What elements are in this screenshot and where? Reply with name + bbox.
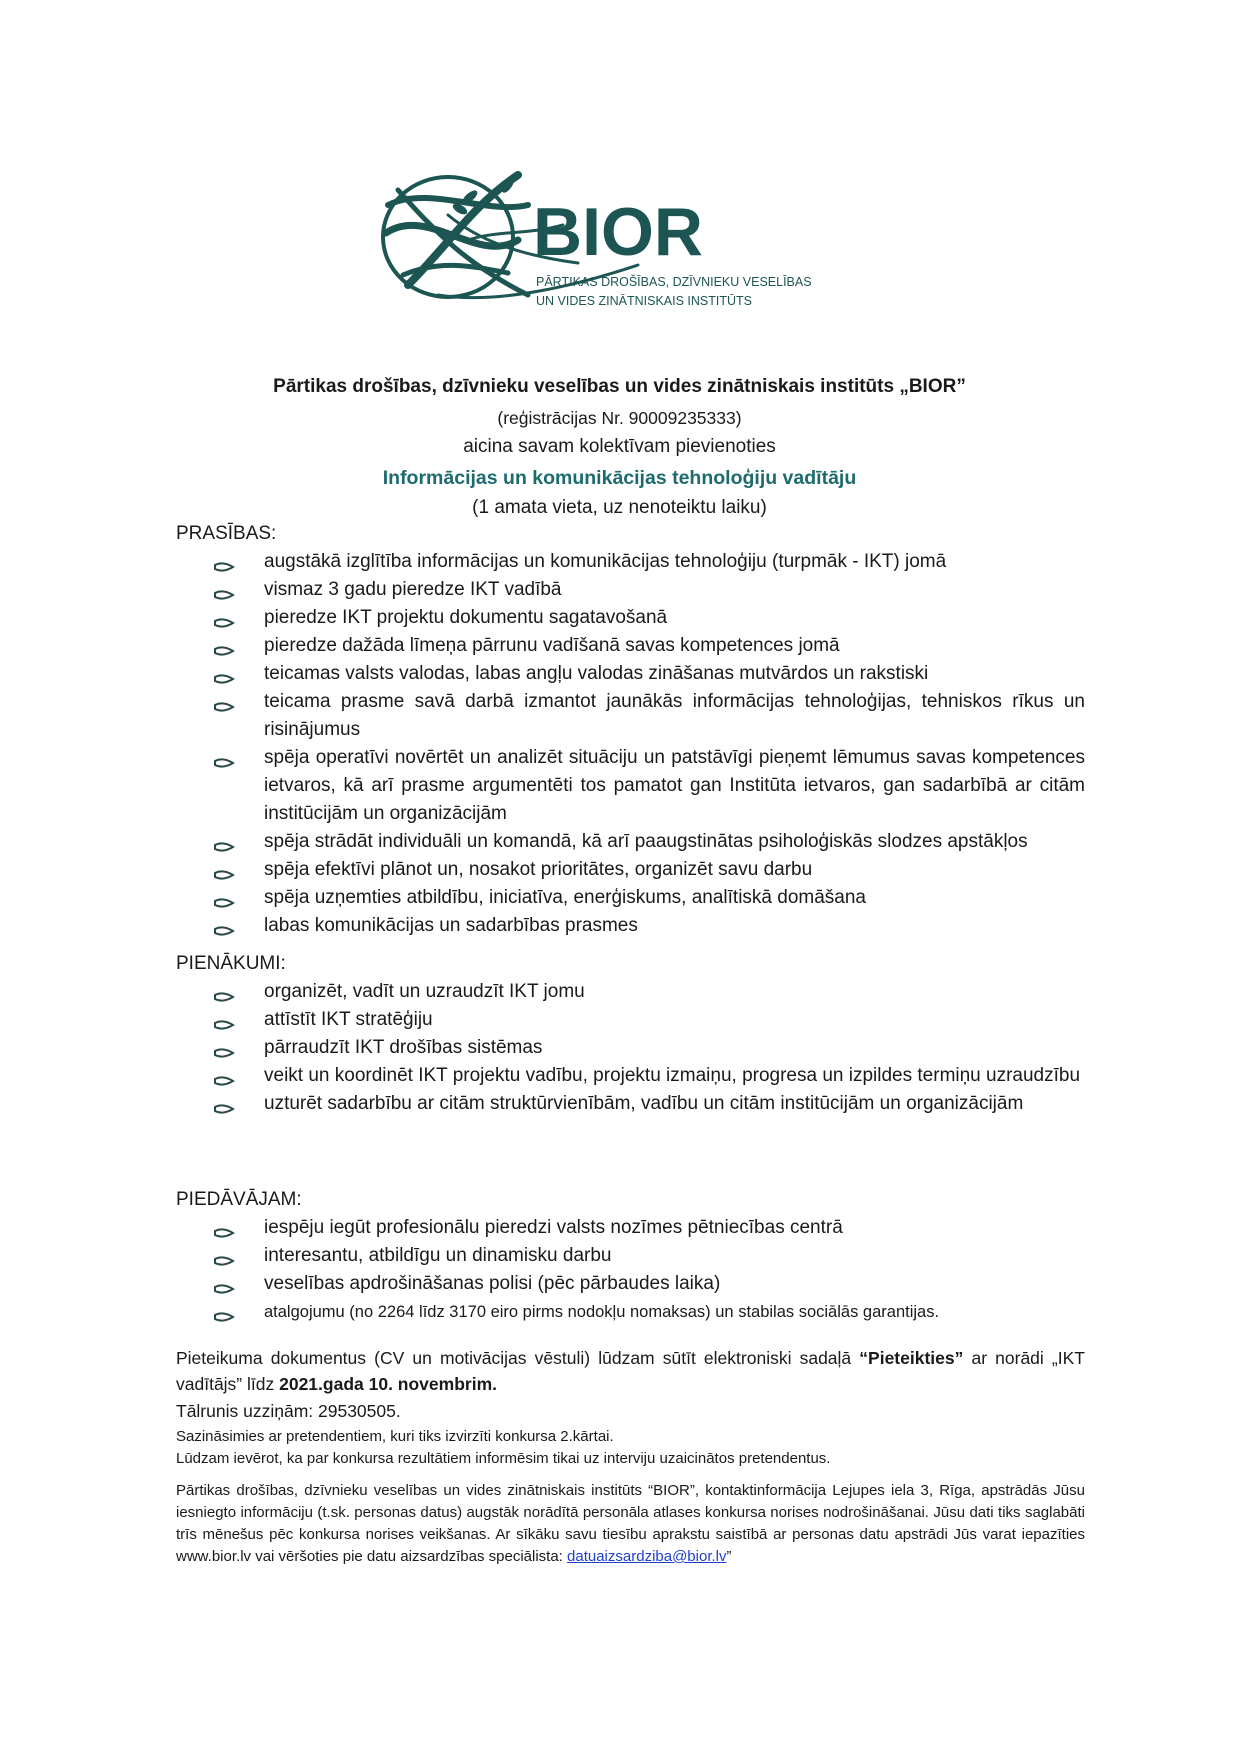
invitation-text: aicina savam kolektīvam pievienoties (463, 436, 776, 457)
list-item (213, 744, 1085, 828)
results-note: Lūdzam ievērot, ka par konkursa rezultātiem informēsim tikai uz interviju uzaicinātos pretendentus. (176, 1450, 831, 1467)
list-item-text: iespēju iegūt profesionālu pieredzi valsts nozīmes pētniecības centrā (264, 1217, 843, 1238)
list-item (213, 1006, 1085, 1034)
list-item-text: spēja uzņemties atbildību, iniciatīva, enerģiskums, analītiskā domāšana (264, 887, 866, 908)
bullet-icon (213, 611, 235, 625)
bullet-icon (213, 1041, 235, 1055)
bullet-icon (213, 639, 235, 653)
bullet-icon (213, 1221, 235, 1235)
position-title: Informācijas un komunikācijas tehnoloģiju vadītāju (382, 467, 857, 489)
bullet-icon (213, 583, 235, 597)
list-item (213, 660, 1085, 688)
bullet-icon (213, 919, 235, 933)
requirements-list (213, 548, 1085, 940)
list-item-text: organizēt, vadīt un uzraudzīt IKT jomu (264, 981, 585, 1002)
list-item (213, 1034, 1085, 1062)
logo-brand: BIOR (533, 194, 703, 270)
list-item-text: pārraudzīt IKT drošības sistēmas (264, 1037, 543, 1058)
list-item-text: spēja strādāt individuāli un komandā, kā arī paaugstinātas psiholoģiskās slodzes apstākļos (264, 831, 1028, 852)
privacy-text: Pārtikas drošības, dzīvnieku veselības un vides zinātniskais institūts “BIOR”, kontaktinformācija Lejupes iela 3, Rīga, apstrādās Jūsu iesniegto informāciju (t.sk. personas datus) augstāk norādītā personāla atlases konkursa norises nodrošināšanai. Jūsu dati tiks saglabāti trīs mēnešus pēc konkursa norises veikšanas. Ar sīkāku savu tiesību aprakstu saistībā ar personas datu apstrādi Jūs varat iepazīties www.bior.lv vai vēršoties pie datu aizsardzības speciālista: (176, 1482, 1085, 1565)
list-item (213, 1242, 1085, 1270)
bullet-icon (213, 1069, 235, 1083)
bullet-icon (213, 1277, 235, 1291)
list-item-text: veikt un koordinēt IKT projektu vadību, projektu izmaiņu, progresa un izpildes termiņu uzraudzību (264, 1065, 1081, 1086)
list-item (213, 1090, 1085, 1118)
list-item-text: teicamas valsts valodas, labas angļu valodas zināšanas mutvārdos un rakstiski (264, 663, 929, 684)
bullet-icon (213, 985, 235, 999)
bullet-icon (213, 667, 235, 681)
list-item (213, 884, 1085, 912)
bullet-icon (213, 1097, 235, 1111)
requirements-heading: PRASĪBAS: (176, 523, 277, 544)
list-item (213, 978, 1085, 1006)
list-item-text: atalgojumu (no 2264 līdz 3170 eiro pirms nodokļu nomaksas) un stabilas sociālās garantijas. (264, 1303, 940, 1321)
list-item-text: attīstīt IKT stratēģiju (264, 1009, 433, 1030)
contact-note: Sazināsimies ar pretendentiem, kuri tiks izvirzīti konkursa 2.kārtai. (176, 1428, 614, 1445)
list-item-text: spēja operatīvi novērtēt un analizēt situāciju un patstāvīgi pieņemt lēmumus savas kompetences ietvaros, kā arī prasme argumentēti tos pamatot gan Institūta ietvaros, gan sadarbībā ar citām institūcijām un organizācijām (264, 747, 1085, 824)
logo-subtitle-line2: UN VIDES ZINĀTNISKAIS INSTITŪTS (536, 294, 752, 308)
list-item (213, 632, 1085, 660)
list-item (213, 548, 1085, 576)
list-item (213, 604, 1085, 632)
list-item-text: pieredze IKT projektu dokumentu sagatavošanā (264, 607, 668, 628)
bullet-icon (213, 555, 235, 569)
application-paragraph (176, 1345, 1085, 1397)
list-item (213, 828, 1085, 856)
phone-line: Tālrunis uzziņām: 29530505. (176, 1401, 401, 1421)
vacancy-info: (1 amata vieta, uz nenoteiktu laiku) (472, 497, 767, 518)
list-item-text: spēja efektīvi plānot un, nosakot prioritātes, organizēt savu darbu (264, 859, 813, 880)
list-item (213, 1214, 1085, 1242)
bullet-icon (213, 863, 235, 877)
list-item-text: augstākā izglītība informācijas un komunikācijas tehnoloģiju (turpmāk - IKT) jomā (264, 551, 947, 572)
list-item (213, 1062, 1085, 1090)
privacy-closing: ” (726, 1548, 732, 1565)
bullet-icon (213, 751, 235, 765)
bullet-icon (213, 695, 235, 709)
duties-list (213, 978, 1085, 1118)
org-title: Pārtikas drošības, dzīvnieku veselības un vides zinātniskais institūts „BIOR” (273, 376, 966, 397)
list-item (213, 576, 1085, 604)
bullet-icon (213, 1249, 235, 1263)
bullet-icon (213, 835, 235, 849)
list-item (213, 688, 1085, 744)
bior-logo (378, 145, 898, 345)
offer-heading: PIEDĀVĀJAM: (176, 1189, 302, 1210)
bullet-icon (213, 891, 235, 905)
bullet-icon (213, 1013, 235, 1027)
list-item (213, 1270, 1085, 1298)
offer-list (213, 1214, 1085, 1326)
list-item-text: labas komunikācijas un sadarbības prasmes (264, 915, 638, 936)
privacy-email-link[interactable]: datuaizsardziba@bior.lv (567, 1548, 727, 1565)
privacy-paragraph (176, 1480, 1085, 1568)
list-item-text: uzturēt sadarbību ar citām struktūrvienībām, vadību un citām institūcijām un organizācijām (264, 1093, 1024, 1114)
list-item (213, 1298, 1085, 1326)
list-item-text: veselības apdrošināšanas polisi (pēc pārbaudes laika) (264, 1273, 721, 1294)
list-item (213, 912, 1085, 940)
application-text-middle: ar norādi „IKT vadītājs” līdz (176, 1348, 1085, 1394)
list-item-text: interesantu, atbildīgu un dinamisku darbu (264, 1245, 612, 1266)
list-item-text: pieredze dažāda līmeņa pārrunu vadīšanā savas kompetences jomā (264, 635, 840, 656)
application-text-start: Pieteikuma dokumentus (CV un motivācijas vēstuli) lūdzam sūtīt elektroniski sadaļā (176, 1348, 860, 1368)
duties-heading: PIENĀKUMI: (176, 953, 286, 974)
application-section-label: “Pieteikties” (859, 1348, 964, 1368)
logo-subtitle-line1: PĀRTIKAS DROŠĪBAS, DZĪVNIEKU VESELĪBAS (536, 275, 812, 289)
list-item-text: vismaz 3 gadu pieredze IKT vadībā (264, 579, 562, 600)
list-item (213, 856, 1085, 884)
registration-number: (reģistrācijas Nr. 90009235333) (497, 408, 742, 428)
bullet-icon (213, 1305, 235, 1319)
application-deadline: 2021.gada 10. novembrim. (279, 1374, 497, 1394)
list-item-text: teicama prasme savā darbā izmantot jaunākās informācijas tehnoloģijas, tehniskos rīkus un risinājumus (264, 691, 1085, 740)
